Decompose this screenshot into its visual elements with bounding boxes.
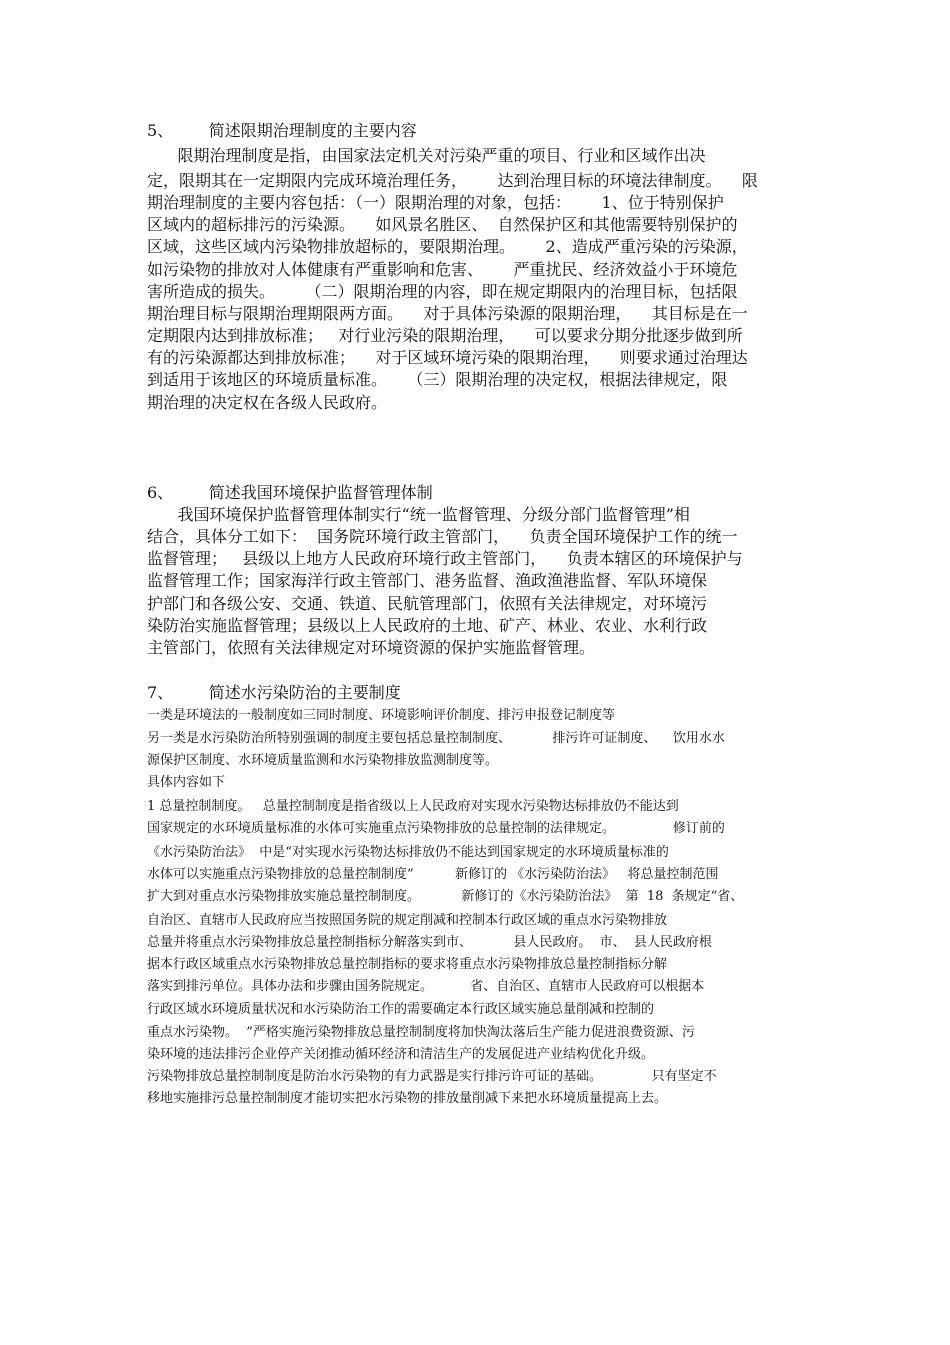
section-5-line: 有的污染源都达到排放标准； 对于区域环境污染的限期治理， 则要求通过治理达 (147, 348, 748, 367)
section-7-line: 总量并将重点水污染物排放总量控制指标分解落实到市、 县人民政府。 市、 县人民政府根 (147, 935, 712, 950)
section-7-heading: 7、 简述水污染防治的主要制度 (147, 683, 401, 702)
section-7-line: 污染物排放总量控制制度是防治水污染物的有力武器是实行排污许可证的基础。 只有坚定不 (147, 1069, 717, 1084)
section-5-line: 如污染物的排放对人体健康有严重影响和危害、 严重扰民、经济效益小于环境危 (147, 260, 738, 279)
section-7-line: 另一类是水污染防治所特别强调的制度主要包括总量控制制度、 排污许可证制度、 饮用水水 (147, 731, 725, 746)
section-5-heading: 5、 简述限期治理制度的主要内容 (147, 121, 417, 140)
section-7-line: 染环境的违法排污企业停产关闭推动循环经济和清洁生产的发展促进产业结构优化升级。 (147, 1047, 655, 1062)
section-7-line: 具体内容如下 (147, 775, 226, 790)
section-7-line: 扩大到对重点水污染物排放实施总量控制制度。 新修订的《水污染防治法》 第 18 条规定“省、 (147, 889, 744, 904)
section-6-line: 监督管理工作；国家海洋行政主管部门、港务监督、渔政渔港监督、军队环境保 (147, 571, 708, 590)
section-5-line: 害所造成的损失。 （二）限期治理的内容，即在规定期限内的治理目标，包括限 (147, 282, 738, 301)
section-5-line: 限期治理制度是指，由国家法定机关对污染严重的项目、行业和区域作出决 (147, 146, 706, 165)
section-5-line: 期治理的决定权在各级人民政府。 (147, 393, 388, 412)
section-7-line: 移地实施排污总量控制制度才能切实把水污染物的排放量削减下来把水环境质量提高上去。 (147, 1091, 668, 1106)
section-5-line: 期治理制度的主要内容包括：（一）限期治理的对象，包括： 1、位于特别保护 (147, 193, 724, 212)
section-5-line: 区域内的超标排污的污染源。 如风景名胜区、 自然保护区和其他需要特别保护的 (147, 215, 738, 234)
section-7-line: 据本行政区域重点水污染物排放总量控制指标的要求将重点水污染物排放总量控制指标分解 (147, 957, 668, 972)
section-6-line: 监督管理； 县级以上地方人民政府环境行政主管部门， 负责本辖区的环境保护与 (147, 549, 743, 568)
section-6-heading: 6、 简述我国环境保护监督管理体制 (147, 483, 433, 502)
section-7-line: 一类是环境法的一般制度如三同时制度、环境影响评价制度、排污申报登记制度等 (147, 708, 616, 723)
section-7-line: 落实到排污单位。具体办法和步骤由国务院规定。 省、自治区、直辖市人民政府可以根据本 (147, 979, 705, 994)
section-7-line: 1 总量控制制度。 总量控制制度是指省级以上人民政府对实现水污染物达标排放仍不能达到 (147, 799, 679, 814)
section-7-line: 国家规定的水环境质量标准的水体可实施重点污染物排放的总量控制的法律规定。 修订前的 (147, 821, 725, 836)
section-5-line: 到适用于该地区的环境质量标准。 （三）限期治理的决定权，根据法律规定，限 (147, 370, 728, 389)
section-7-line: 重点水污染物。 ”严格实施污染物排放总量控制制度将加快淘汰落后生产能力促进浪费资源、污 (147, 1025, 695, 1040)
section-7-line: 源保护区制度、水环境质量监测和水污染物排放监测制度等。 (147, 753, 499, 768)
section-6-line: 我国环境保护监督管理体制实行“统一监督管理、分级分部门监督管理”相 (147, 505, 690, 524)
section-6-line: 结合，具体分工如下： 国务院环境行政主管部门， 负责全国环境保护工作的统一 (147, 527, 738, 546)
section-7-line: 自治区、直辖市人民政府应当按照国务院的规定削减和控制本行政区域的重点水污染物排放 (147, 913, 668, 928)
section-5-line: 定期限内达到排放标准； 对行业污染的限期治理， 可以要求分期分批逐步做到所 (147, 326, 743, 345)
section-5-line: 区域，这些区域内污染物排放超标的，要限期治理。 2、造成严重污染的污染源， (147, 237, 748, 256)
section-6-line: 染防治实施监督管理；县级以上人民政府的土地、矿产、林业、农业、水利行政 (147, 616, 708, 635)
section-5-line: 定，限期其在一定期限内完成环境治理任务， 达到治理目标的环境法律制度。 限 (147, 171, 758, 190)
section-6-line: 护部门和各级公安、交通、铁道、民航管理部门，依照有关法律规定，对环境污 (147, 594, 708, 613)
section-7-line: 《水污染防治法》 中是“对实现水污染物达标排放仍不能达到国家规定的水环境质量标准的 (147, 845, 669, 860)
section-7-line: 行政区域水环境质量状况和水污染防治工作的需要确定本行政区域实施总量削减和控制的 (147, 1002, 655, 1017)
section-6-line: 主管部门，依照有关法律规定对环境资源的保护实施监督管理。 (147, 638, 596, 657)
section-5-line: 期治理目标与限期治理期限两方面。 对于具体污染源的限期治理， 其目标是在一 (147, 304, 748, 323)
section-7-line: 水体可以实施重点污染物排放的总量控制制度” 新修订的 《水污染防治法》 将总量控制范围 (147, 867, 719, 882)
